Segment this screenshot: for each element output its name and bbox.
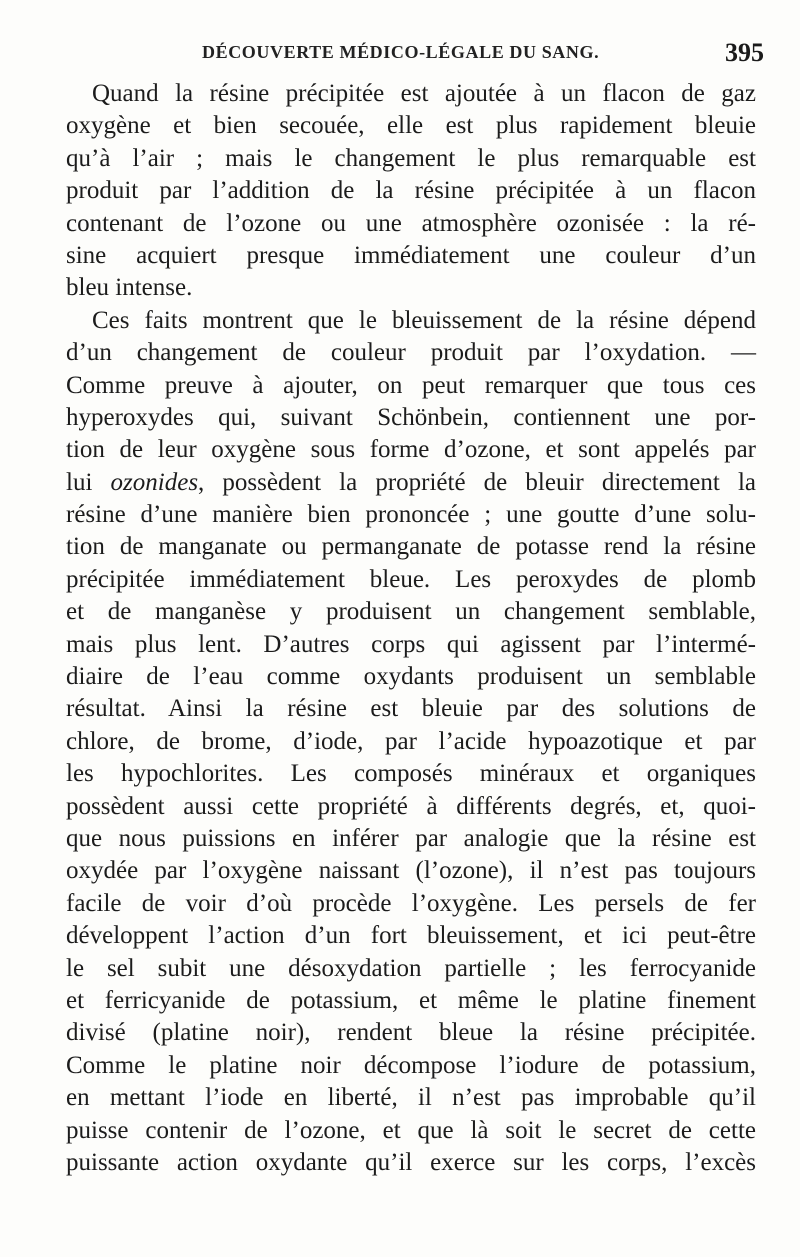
text-line: divisé (platine noir), rendent bleue la résine précipitée. (66, 1019, 756, 1047)
text-line: résultat. Ainsi la résine est bleuie par des solutions de (66, 695, 756, 723)
text-line: les hypochlorites. Les composés minéraux et organiques (66, 760, 756, 788)
page-header (68, 40, 764, 74)
text-line: et ferricyanide de potassium, et même le platine finement (66, 986, 756, 1014)
text-line: qu’à l’air ; mais le changement le plus remarquable est (66, 144, 756, 172)
running-head: DÉCOUVERTE MÉDICO-LÉGALE DU SANG. (202, 42, 600, 62)
text-line: oxygène et bien secouée, elle est plus rapidement bleuie (66, 112, 756, 140)
italic-term: ozonides (110, 468, 199, 496)
text-line: possèdent aussi cette propriété à différents degrés, et, quoi- (66, 792, 756, 820)
text-line: précipitée immédiatement bleue. Les peroxydes de plomb (66, 565, 756, 593)
paragraph-1 (66, 78, 756, 305)
text-line: diaire de l’eau comme oxydants produisent un semblable (66, 663, 756, 691)
text-line: et de manganèse y produisent un changement semblable, (66, 598, 756, 626)
text-line-with-italic (66, 467, 756, 499)
text-line: bleu intense. (66, 274, 193, 302)
text-line: résine d’une manière bien prononcée ; une goutte d’une solu- (66, 501, 756, 529)
text-segment: , possèdent la propriété de bleuir directement la (198, 468, 757, 496)
text-line: puissante action oxydante qu’il exerce sur les corps, l’excès (66, 1148, 756, 1176)
text-line: puisse contenir de l’ozone, et que là soit le secret de cette (66, 1116, 756, 1144)
text-line: Comme preuve à ajouter, on peut remarquer que tous ces (66, 371, 756, 399)
text-line: mais plus lent. D’autres corps qui agissent par l’intermé- (66, 630, 756, 658)
text-line: sine acquiert presque immédiatement une couleur d’un (66, 241, 756, 269)
text-segment: lui (66, 468, 93, 496)
text-line: Ces faits montrent que le bleuissement de la résine dépend (92, 306, 756, 334)
text-line: tion de leur oxygène sous forme d’ozone, et sont appelés par (66, 436, 756, 464)
text-line: tion de manganate ou permanganate de potasse rend la résine (66, 533, 756, 561)
text-line: produit par l’addition de la résine précipitée à un flacon (66, 177, 756, 205)
text-line: le sel subit une désoxydation partielle ; les ferrocyanide (66, 954, 756, 982)
page-number: 395 (725, 38, 764, 67)
text-line: facile de voir d’où procède l’oxygène. Les persels de fer (66, 889, 756, 917)
text-line: Quand la résine précipitée est ajoutée à un flacon de gaz (92, 80, 756, 107)
text-line: développent l’action d’un fort bleuissement, et ici peut-être (66, 922, 756, 950)
body-text (66, 78, 756, 1179)
text-line: d’un changement de couleur produit par l’oxydation. — (66, 339, 756, 367)
text-line: oxydée par l’oxygène naissant (l’ozone), il n’est pas toujours (66, 857, 756, 885)
text-line: contenant de l’ozone ou une atmosphère ozonisée : la ré- (66, 209, 756, 237)
text-line: en mettant l’iode en liberté, il n’est pas improbable qu’il (66, 1084, 756, 1112)
text-line: hyperoxydes qui, suivant Schönbein, contiennent une por- (66, 403, 756, 431)
text-line: Comme le platine noir décompose l’iodure de potassium, (66, 1051, 756, 1079)
text-line: que nous puissions en inférer par analogie que la résine est (66, 824, 756, 852)
paragraph-2 (66, 305, 756, 1180)
text-line: chlore, de brome, d’iode, par l’acide hypoazotique et par (66, 727, 756, 755)
